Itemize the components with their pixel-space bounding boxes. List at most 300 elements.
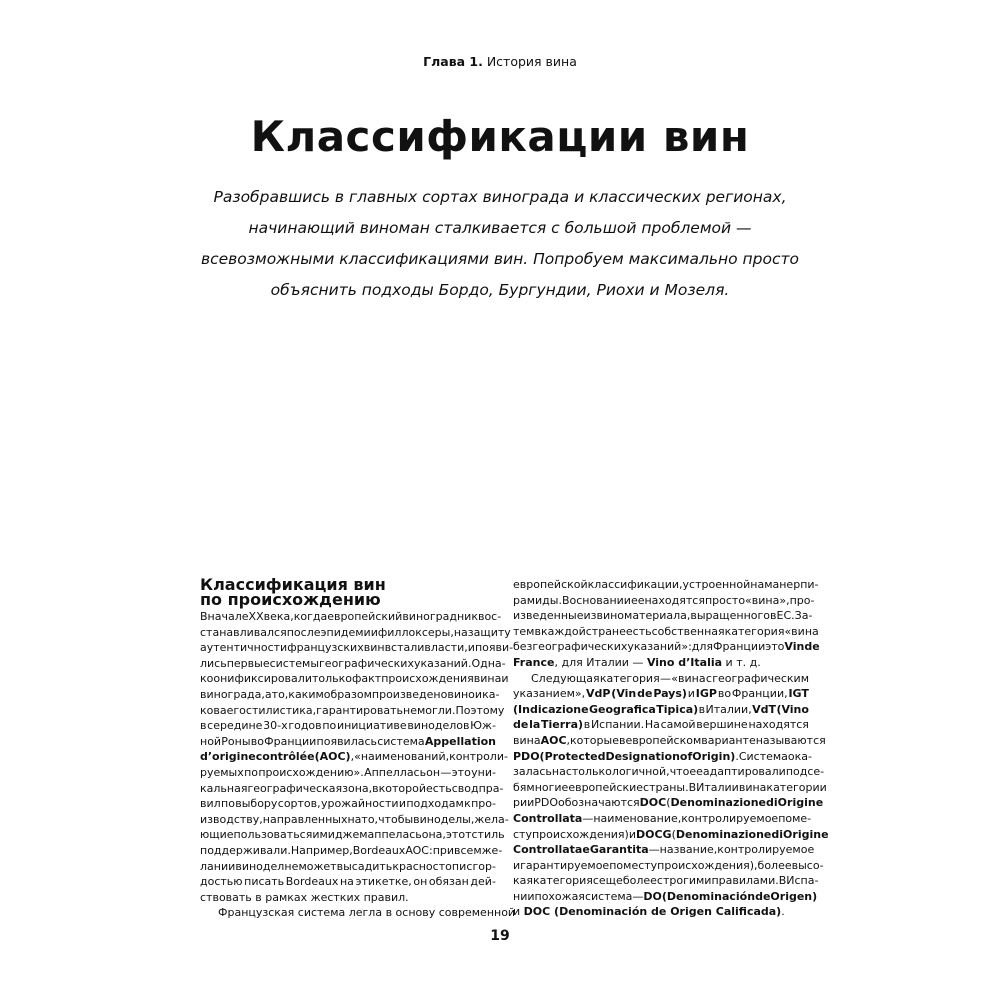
text-line — [200, 703, 505, 719]
text-run: гарантировать — [316, 703, 403, 717]
word — [316, 703, 403, 719]
word — [321, 796, 399, 812]
word — [640, 795, 667, 811]
text-run: манер — [764, 578, 801, 591]
bold-term: d’origine — [200, 750, 256, 764]
word — [272, 687, 289, 703]
text-run: во — [717, 687, 732, 701]
text-run: категория — [599, 671, 660, 685]
text-line — [200, 671, 509, 687]
word — [713, 639, 765, 655]
text-run: виноделы, — [413, 812, 475, 826]
word — [473, 859, 496, 875]
intro-line: всевозможными классификациями вин. Попробуем максимально просто — [200, 250, 800, 268]
word — [454, 625, 468, 641]
word — [235, 859, 284, 875]
word — [426, 781, 452, 797]
word — [340, 874, 354, 890]
word — [200, 734, 221, 750]
text-run: контролируемое — [681, 811, 779, 825]
word — [513, 608, 583, 624]
text-run: основании — [569, 593, 631, 607]
text-run: ее — [689, 765, 703, 779]
text-run: инициативе — [336, 719, 407, 733]
text-run: то, — [361, 812, 379, 826]
text-run: аппеласьона, — [367, 828, 446, 842]
word — [200, 718, 206, 734]
word — [342, 781, 372, 797]
text-run: «вина — [784, 624, 819, 638]
text-run: Bordeaux — [285, 875, 339, 889]
text-run: которые — [570, 733, 619, 747]
word — [535, 889, 585, 905]
word — [531, 671, 600, 687]
text-run: жела- — [474, 812, 509, 826]
word — [478, 609, 501, 625]
text-run: Роны — [221, 734, 251, 748]
text-run: рии — [513, 796, 535, 810]
text-run: ной — [200, 734, 222, 748]
word — [471, 827, 504, 843]
word — [470, 718, 496, 734]
word — [643, 889, 661, 905]
text-run: гор- — [472, 859, 496, 873]
bold-term: de — [804, 640, 820, 654]
text-column-left — [200, 575, 516, 921]
word — [200, 656, 227, 672]
section-heading-line: по происхождению — [200, 590, 381, 609]
word — [447, 687, 475, 703]
text-run: выбору — [235, 797, 278, 811]
text-run: указаний»: — [627, 640, 692, 654]
word — [474, 812, 508, 828]
word — [200, 609, 208, 625]
text-run: винодел — [235, 859, 285, 873]
text-run: вос- — [477, 610, 502, 623]
text-run: ( — [666, 796, 671, 810]
word — [234, 671, 312, 687]
word — [315, 749, 355, 765]
text-line — [513, 593, 815, 609]
word — [251, 734, 264, 750]
word — [207, 718, 262, 734]
bold-term: (AOC) — [314, 750, 351, 764]
word — [541, 733, 570, 749]
word — [758, 858, 792, 874]
bold-term: (Vino — [776, 702, 809, 716]
word — [718, 686, 731, 702]
word — [570, 593, 631, 609]
word — [689, 764, 703, 780]
word — [585, 889, 632, 905]
word — [513, 686, 585, 702]
bold-term: (Vin — [611, 687, 637, 701]
bold-term: Pays) — [653, 687, 687, 701]
word — [513, 811, 582, 827]
word — [649, 842, 660, 858]
text-run: происхождению». — [258, 765, 364, 779]
text-run: происхождения), — [657, 858, 758, 872]
text-run: пра- — [478, 781, 504, 795]
word — [364, 640, 385, 656]
page-number: 19 — [490, 928, 510, 944]
text-line — [513, 764, 825, 780]
word — [652, 624, 725, 640]
text-run: станавливался — [200, 625, 287, 639]
text-line — [513, 827, 829, 843]
text-run: строгими — [656, 874, 712, 888]
bold-term: VdT — [752, 702, 777, 716]
text-run: аутентичности — [200, 641, 288, 655]
word — [532, 639, 627, 655]
word — [792, 858, 824, 874]
text-run: на — [339, 875, 354, 889]
word — [200, 625, 287, 641]
bold-term: DOC — [639, 796, 667, 810]
column-body — [513, 577, 829, 920]
word — [681, 811, 778, 827]
bold-term: (Indicazione — [513, 702, 589, 716]
word — [534, 795, 558, 811]
text-run: есть — [625, 624, 652, 638]
text-line — [513, 873, 819, 889]
word — [482, 843, 503, 859]
word — [321, 625, 378, 641]
text-run: Аппелласьон — [364, 765, 441, 779]
text-run: называются — [755, 733, 826, 747]
text-run: факт — [352, 672, 382, 686]
text-run: из — [583, 609, 597, 623]
word — [562, 593, 570, 609]
text-line — [513, 702, 809, 718]
bold-term: di — [766, 796, 778, 810]
text-line — [513, 624, 819, 640]
word — [788, 749, 812, 765]
text-run: поддерживали. — [200, 843, 291, 857]
word — [532, 827, 629, 843]
word — [771, 827, 783, 843]
text-run: каким — [288, 687, 324, 701]
word — [672, 827, 772, 843]
text-run: В — [688, 780, 697, 794]
text-run: с — [466, 859, 473, 873]
word — [645, 717, 660, 733]
text-run: собственная — [651, 624, 725, 638]
text-run: многие — [526, 780, 569, 794]
text-run: на — [453, 625, 468, 639]
intro-line: объяснить подходы Бордо, Бургундии, Риохи и Мозеля. — [270, 281, 730, 299]
word — [752, 702, 776, 718]
text-run: . — [781, 905, 785, 919]
word — [227, 703, 246, 719]
text-run: не — [284, 859, 299, 873]
text-run: правилами. — [711, 874, 779, 888]
word — [552, 764, 612, 780]
word — [200, 703, 227, 719]
text-line — [200, 890, 496, 906]
word — [446, 827, 472, 843]
word — [513, 749, 540, 765]
bold-term: Tierra) — [540, 718, 584, 732]
word — [288, 687, 323, 703]
text-run: наименование, — [593, 811, 682, 825]
word — [637, 686, 652, 702]
word — [766, 795, 778, 811]
word — [298, 859, 336, 875]
text-run: обязан — [428, 875, 469, 889]
word — [385, 640, 425, 656]
word — [790, 593, 815, 609]
word — [270, 656, 319, 672]
text-line — [200, 765, 496, 781]
word — [582, 842, 589, 858]
text-run: ( — [671, 827, 676, 841]
word — [246, 703, 316, 719]
word — [227, 656, 270, 672]
word — [666, 795, 766, 811]
word — [776, 702, 809, 718]
word — [611, 686, 636, 702]
text-run: виноделов — [407, 719, 470, 733]
text-line — [200, 905, 516, 921]
word — [221, 796, 235, 812]
bold-term: France — [513, 655, 555, 669]
word — [644, 593, 704, 609]
text-run: по — [778, 811, 793, 825]
text-run: обозначаются — [558, 796, 640, 810]
word — [739, 780, 767, 796]
word — [584, 717, 590, 733]
text-line — [200, 749, 508, 765]
text-run: что — [669, 765, 690, 779]
word — [583, 608, 596, 624]
text-run: а — [264, 687, 272, 701]
text-run: контроли- — [449, 750, 508, 764]
text-run: по — [322, 719, 337, 733]
word — [200, 843, 291, 859]
text-run: есть — [425, 781, 452, 795]
text-run: могли. — [416, 703, 456, 717]
word — [529, 717, 540, 733]
word — [513, 717, 528, 733]
text-run: к — [464, 797, 471, 811]
word — [623, 873, 657, 889]
word — [264, 609, 294, 625]
text-run: Юж- — [470, 719, 496, 733]
word — [287, 640, 364, 656]
word — [632, 889, 643, 905]
text-run: стилистика, — [245, 703, 317, 717]
text-run: европейский — [327, 610, 403, 623]
text-run: настолько — [551, 765, 612, 779]
word — [699, 702, 705, 718]
word — [600, 671, 660, 687]
text-run: тем — [513, 624, 535, 638]
bold-term: Origin) — [692, 749, 736, 763]
word — [656, 702, 698, 718]
text-run: Италии — [696, 780, 739, 794]
word — [200, 687, 265, 703]
text-run: ствовать в рамках жестких правил. — [200, 890, 409, 904]
text-run: стране — [585, 624, 626, 638]
text-run: «наименований, — [354, 750, 450, 764]
text-run: лись — [200, 656, 227, 670]
word — [368, 827, 446, 843]
text-run: AOC: — [405, 843, 433, 857]
text-run: категория — [724, 624, 785, 638]
text-run: появилась — [316, 734, 378, 748]
text-run: в — [534, 624, 541, 638]
word — [471, 796, 496, 812]
word — [406, 796, 463, 812]
text-run: географическим — [712, 671, 809, 685]
text-run: адаптировали — [702, 765, 786, 779]
word — [440, 765, 451, 781]
text-run: В — [561, 593, 570, 607]
text-run: и т. д. — [722, 655, 761, 669]
bold-term: Garantita — [589, 843, 649, 857]
word — [671, 671, 705, 687]
word — [381, 671, 474, 687]
word — [513, 764, 552, 780]
word — [680, 749, 692, 765]
text-run: встали — [384, 641, 425, 655]
text-run: система — [584, 889, 633, 903]
text-run: французских — [287, 641, 364, 655]
text-run: и — [628, 827, 636, 841]
word — [200, 796, 221, 812]
word — [417, 703, 455, 719]
word — [364, 765, 440, 781]
text-run: под — [785, 765, 808, 779]
word — [770, 889, 817, 905]
text-run: и — [513, 905, 524, 919]
word — [778, 811, 792, 827]
text-run: более — [757, 858, 792, 872]
word — [795, 608, 813, 624]
word — [475, 687, 482, 703]
bold-term: Controllata — [513, 843, 583, 857]
text-run: при — [432, 843, 455, 857]
text-run: бя — [513, 780, 527, 794]
text-run: не — [403, 703, 417, 717]
word — [200, 781, 247, 797]
word — [200, 671, 213, 687]
bold-term: e — [582, 843, 590, 857]
text-run: во — [250, 734, 264, 748]
word — [263, 812, 348, 828]
word — [586, 624, 626, 640]
word — [200, 640, 287, 656]
text-run: вил — [200, 797, 221, 811]
text-run: , — [566, 733, 571, 747]
word — [471, 656, 505, 672]
text-line — [200, 718, 496, 734]
bold-term: (Protected — [539, 749, 606, 763]
text-run: Bordeaux — [352, 843, 406, 857]
word — [783, 827, 828, 843]
word — [586, 686, 610, 702]
word — [589, 702, 656, 718]
word — [327, 609, 402, 625]
chapter-title: История вина — [486, 54, 577, 69]
word — [378, 625, 454, 641]
word — [263, 718, 287, 734]
text-run: географическая — [247, 781, 343, 795]
text-run: выращенного — [690, 609, 771, 623]
word — [322, 718, 336, 734]
word — [657, 858, 757, 874]
word — [631, 593, 645, 609]
bold-term: DO — [643, 889, 662, 903]
text-run: изведенные — [513, 609, 584, 623]
text-run: более — [622, 874, 657, 888]
bold-term: Denominazione — [675, 827, 772, 841]
text-run: указанием», — [513, 687, 586, 701]
word — [706, 702, 752, 718]
text-run: это — [765, 640, 785, 654]
text-run: и — [459, 859, 467, 873]
text-run: изводству, — [200, 812, 263, 826]
text-run: вина — [738, 780, 767, 794]
text-run: высо- — [791, 858, 824, 872]
word — [623, 858, 657, 874]
text-run: ЕС. — [776, 609, 795, 623]
text-run: В — [200, 610, 208, 623]
text-run: логичной, — [611, 765, 670, 779]
word — [347, 812, 361, 828]
text-run: За- — [794, 609, 813, 623]
text-run: категории — [766, 780, 827, 794]
word — [662, 889, 755, 905]
text-line — [200, 874, 496, 890]
text-run: высадить — [336, 859, 393, 873]
text-line — [200, 827, 505, 843]
text-run: похожая — [534, 889, 585, 903]
text-run: классификации, — [587, 578, 683, 591]
text-run: Франции, — [731, 687, 788, 701]
text-line — [200, 859, 496, 875]
word — [745, 593, 790, 609]
word — [264, 734, 316, 750]
text-run: находятся — [644, 593, 705, 607]
word — [355, 874, 411, 890]
word — [609, 858, 623, 874]
word — [705, 593, 745, 609]
word — [703, 764, 786, 780]
word — [582, 811, 593, 827]
word — [696, 686, 717, 702]
text-run: с — [592, 874, 599, 888]
text-run: и — [513, 858, 521, 872]
text-run: винограда, — [200, 687, 265, 701]
text-run: категория — [533, 874, 593, 888]
text-run: кая — [513, 874, 534, 888]
text-run: филлоксеры, — [377, 625, 454, 639]
word — [732, 686, 788, 702]
text-run: этот — [445, 828, 472, 842]
text-run: европейские — [568, 780, 644, 794]
word — [235, 796, 277, 812]
text-run: урожайности — [320, 797, 399, 811]
word — [786, 873, 818, 889]
text-run: свод — [451, 781, 479, 795]
text-line — [513, 795, 824, 811]
bold-term: (Denominación — [661, 889, 756, 903]
text-run: «вина — [671, 671, 706, 685]
word — [513, 639, 532, 655]
word — [482, 687, 499, 703]
